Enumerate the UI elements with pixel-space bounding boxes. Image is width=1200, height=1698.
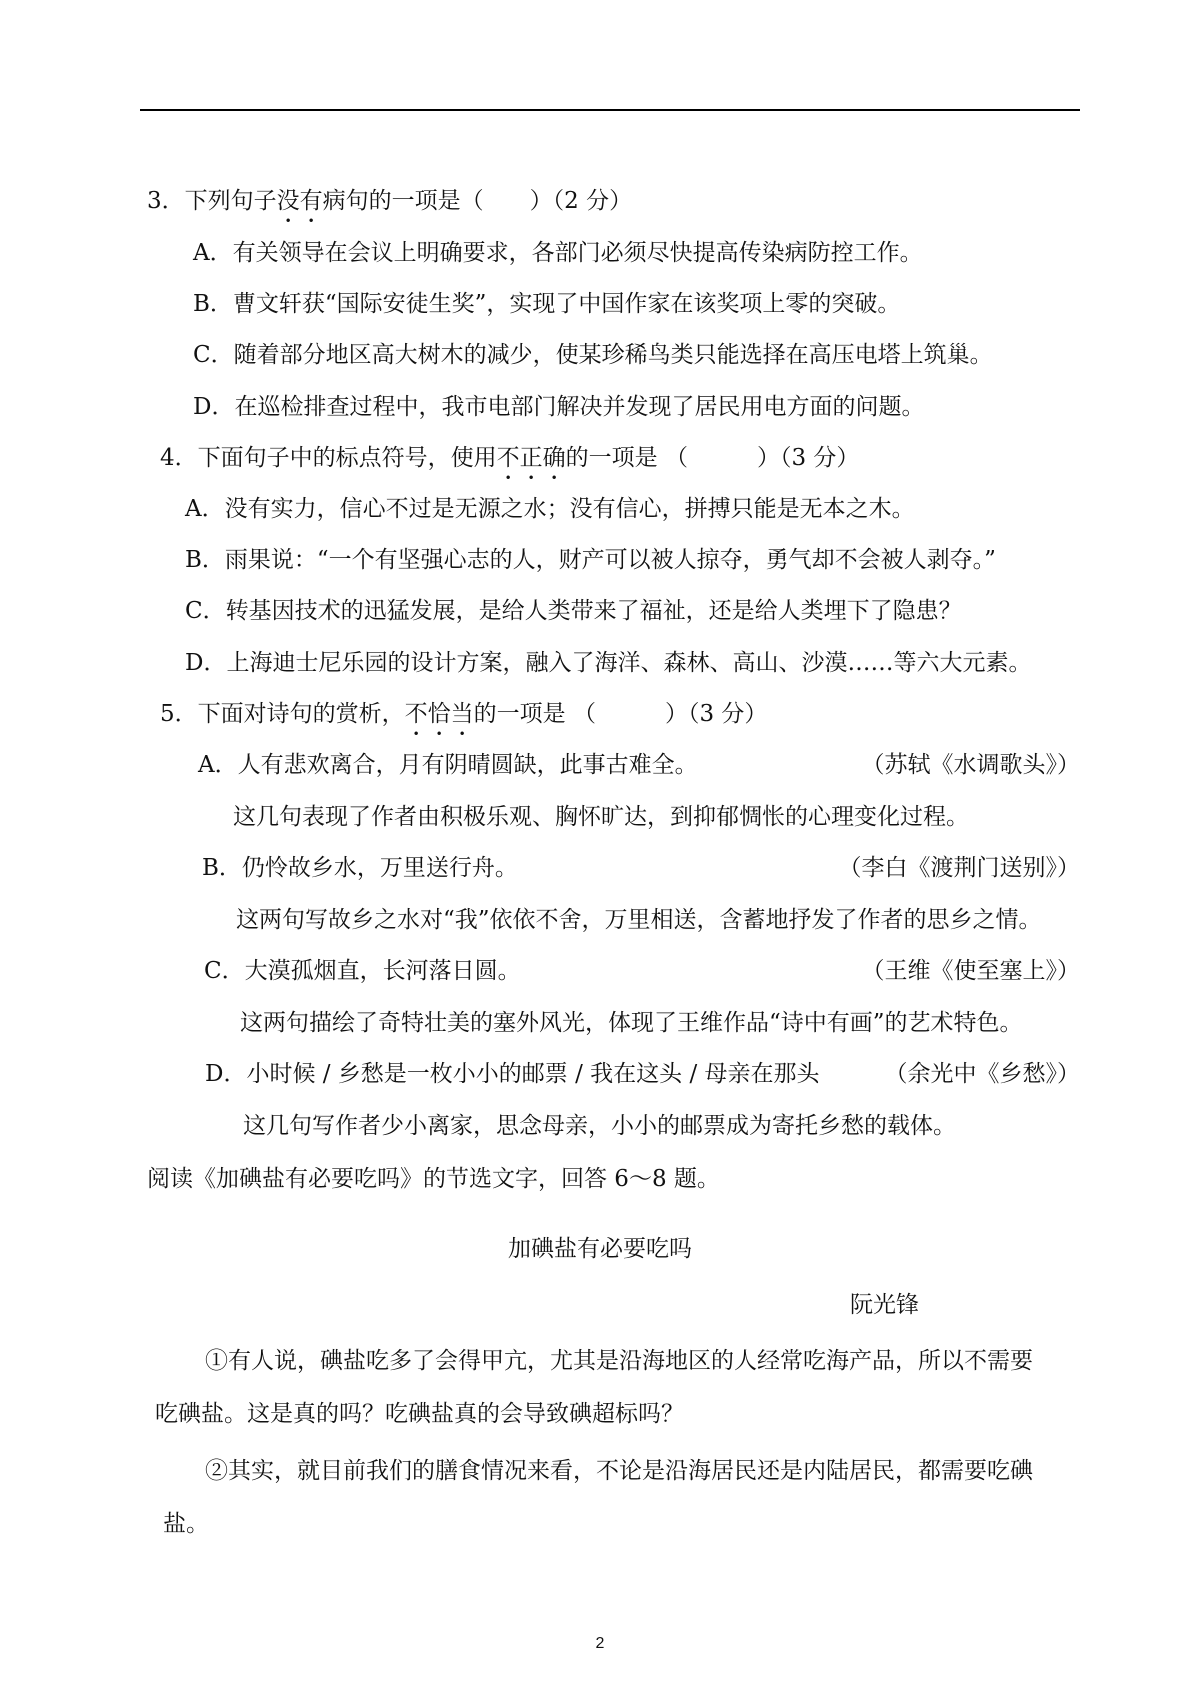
question-3-stem: 3．下列句子没有病句的一项是（ ）（2 分） [147, 188, 633, 214]
passage-author: 阮光锋 [850, 1292, 919, 1318]
q5-item-d-poem: D．小时候 / 乡愁是一枚小小的邮票 / 我在这头 / 母亲在那头 [205, 1061, 820, 1087]
paragraph-1-line-2: 吃碘盐。这是真的吗？吃碘盐真的会导致碘超标吗？ [155, 1401, 684, 1427]
passage-title: 加碘盐有必要吃吗 [508, 1236, 692, 1262]
q5-item-b-poem: B．仍怜故乡水，万里送行舟。 [202, 855, 518, 881]
question-4-stem: 4．下面句子中的标点符号，使用不正确的一项是 （ ）（3 分） [160, 445, 860, 471]
q4-option-d: D．上海迪士尼乐园的设计方案，融入了海洋、森林、高山、沙漠……等六大元素。 [185, 650, 1032, 676]
paragraph-2-line-2: 盐。 [163, 1511, 209, 1537]
q4-option-c: C．转基因技术的迅猛发展，是给人类带来了福祉，还是给人类埋下了隐患？ [185, 598, 962, 624]
q5-item-c-source: （王维《使至塞上》） [861, 958, 1080, 984]
paragraph-2-line-1: ②其实，就目前我们的膳食情况来看，不论是沿海居民还是内陆居民，都需要吃碘 [205, 1458, 1033, 1484]
q5-item-b-note: 这两句写故乡之水对“我”依依不舍，万里相送，含蓄地抒发了作者的思乡之情。 [236, 907, 1042, 933]
paragraph-1-line-1: ①有人说，碘盐吃多了会得甲亢，尤其是沿海地区的人经常吃海产品，所以不需要 [205, 1348, 1033, 1374]
q3-option-d: D．在巡检排查过程中，我市电部门解决并发现了居民用电方面的问题。 [193, 394, 925, 420]
question-5-stem: 5．下面对诗句的赏析，不恰当的一项是 （ ）（3 分） [160, 701, 768, 727]
q5-item-a-note: 这几句表现了作者由积极乐观、胸怀旷达，到抑郁惆怅的心理变化过程。 [233, 804, 969, 830]
q5-item-b-source: （李白《渡荆门送别》） [838, 855, 1080, 881]
header-rule [140, 109, 1080, 111]
q5-item-c-note: 这两句描绘了奇特壮美的塞外风光，体现了王维作品“诗中有画”的艺术特色。 [240, 1010, 1023, 1036]
q5-item-a-source: （苏轼《水调歌头》） [861, 752, 1080, 778]
page-number: 2 [595, 1635, 605, 1652]
q3-option-b: B．曹文轩获“国际安徒生奖”，实现了中国作家在该奖项上零的突破。 [193, 291, 901, 317]
q5-item-a-poem: A．人有悲欢离合，月有阴晴圆缺，此事古难全。 [198, 752, 698, 778]
reading-instructions: 阅读《加碘盐有必要吃吗》的节选文字，回答 6～8 题。 [147, 1166, 720, 1192]
q4-option-a: A．没有实力，信心不过是无源之水；没有信心，拼搏只能是无本之木。 [185, 496, 915, 522]
q3-option-c: C．随着部分地区高大树木的减少，使某珍稀鸟类只能选择在高压电塔上筑巢。 [193, 342, 993, 368]
emphasis-text: 不恰当 [404, 701, 474, 727]
q5-item-d-source: （余光中《乡愁》） [884, 1061, 1080, 1087]
q3-option-a: A．有关领导在会议上明确要求，各部门必须尽快提高传染病防控工作。 [193, 240, 923, 266]
q5-item-d-note: 这几句写作者少小离家，思念母亲，小小的邮票成为寄托乡愁的载体。 [243, 1113, 956, 1139]
emphasis-text: 没有 [276, 188, 323, 214]
q4-option-b: B．雨果说：“一个有坚强心志的人，财产可以被人掠夺，勇气却不会被人剥夺。” [185, 547, 996, 573]
q5-item-c-poem: C．大漠孤烟直，长河落日圆。 [204, 958, 521, 984]
emphasis-text: 不正确 [496, 445, 566, 471]
